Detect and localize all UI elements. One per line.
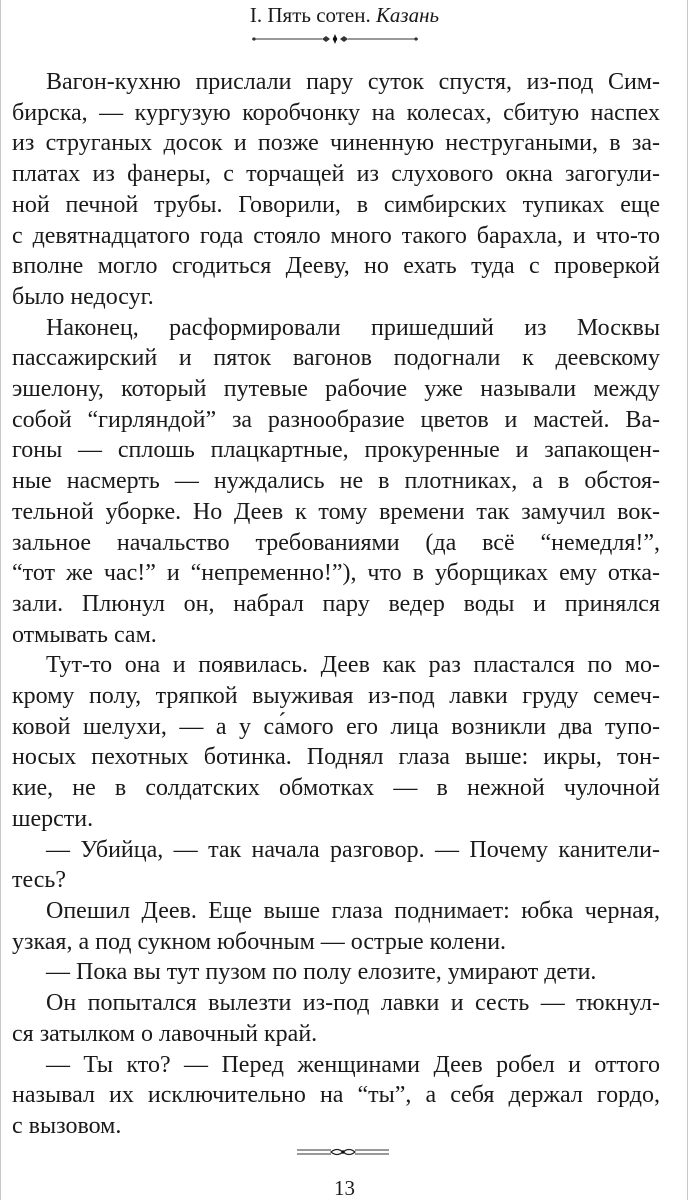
text-line: платах из фанеры, с торчащей из слухового окна загогули- (12, 161, 660, 188)
page-number: 13 (334, 1176, 355, 1200)
paragraph (12, 835, 660, 896)
text-line: вполне могло сгодиться Дееву, но ехать туда с проверкой (12, 253, 660, 280)
text-line: тельной уборке. Но Деев к тому времени так замучил вок- (12, 498, 660, 525)
text-line: шерсти. (12, 805, 94, 832)
text-line: — Ты кто? — Перед женщинами Деев робел и оттого (46, 1051, 660, 1078)
page-border-left (0, 0, 1, 1200)
text-line: ковой шелухи, — а у са́мого его лица возникли два тупо- (12, 713, 660, 740)
text-line: Опешил Деев. Еще выше глаза поднимает: юбка черная, (46, 897, 660, 924)
text-line: крому полу, тряпкой выуживая из-под лавки груду семеч- (12, 683, 660, 710)
text-line: из струганых досок и позже чиненную нестругаными, в за- (12, 130, 660, 157)
text-line: ся затылком о лавочный край. (12, 1020, 318, 1047)
text-line: было недосуг. (12, 283, 154, 310)
section-title: Казань (375, 3, 440, 27)
paragraph (12, 650, 660, 834)
running-header (0, 2, 689, 28)
paragraph (12, 67, 660, 313)
paragraph (12, 988, 660, 1049)
text-line: кие, не в солдатских обмотках — в нежной чулочной (12, 775, 660, 802)
text-line: Вагон-кухню прислали пару суток спустя, из-под Сим- (46, 69, 660, 95)
text-line: называл их исключительно на “ты”, а себя держал гордо, (12, 1082, 660, 1109)
text-line: с девятнадцатого года стояло много такого барахла, и что-то (12, 222, 660, 249)
paragraph (12, 1050, 660, 1142)
text-line: Он попытался вылезти из-под лавки и сесть — тюкнул- (46, 990, 660, 1017)
body-text (12, 67, 660, 1142)
paragraph (12, 313, 660, 651)
text-line: собой “гирляндой” за разнообразие цветов и мастей. Ва- (12, 406, 660, 433)
text-line: узкая, а под сукном юбочным — острые колени. (12, 928, 507, 955)
text-line: отмывать сам. (12, 621, 157, 648)
text-line: пассажирский и пяток вагонов подогнали к деевскому (12, 345, 660, 372)
text-line: — Убийца, — так начала разговор. — Почему канители- (46, 836, 660, 863)
text-line: эшелону, который путевые рабочие уже называли между (12, 376, 660, 403)
text-line: ные насмерть — нуждались не в плотниках, а в обстоя- (12, 468, 660, 495)
page-border-right (687, 0, 688, 1200)
paragraph (12, 957, 660, 988)
text-line: носых пехотных ботинка. Поднял глаза выше: икры, тон- (12, 744, 660, 771)
chapter-title: I. Пять сотен. (249, 3, 371, 27)
paragraph (12, 896, 660, 957)
text-line: ной печной трубы. Говорили, в симбирских тупиках еще (12, 191, 660, 218)
text-line: с вызовом. (12, 1112, 122, 1139)
text-line: “тот же час!” и “непременно!”), что в уборщиках ему отка- (12, 560, 660, 587)
text-line: зальное начальство требованиями (да всё “немедля!”, (12, 529, 660, 556)
text-line: бирска, — кургузую коробчонку на колесах, сбитую наспех (12, 99, 660, 126)
text-line: тесь? (12, 867, 66, 894)
text-line: — Пока вы тут пузом по полу елозите, умирают дети. (46, 959, 597, 986)
text-line: зали. Плюнул он, набрал пару ведер воды и принялся (12, 590, 660, 617)
text-line: Наконец, расформировали пришедший из Москвы (46, 314, 660, 341)
text-line: гоны — сплошь плацкартные, прокуренные и запакощен- (12, 437, 660, 464)
header-ornament (250, 33, 420, 45)
footer-ornament (295, 1146, 391, 1158)
text-line: Тут-то она и появилась. Деев как раз пластался по мо- (46, 652, 660, 679)
